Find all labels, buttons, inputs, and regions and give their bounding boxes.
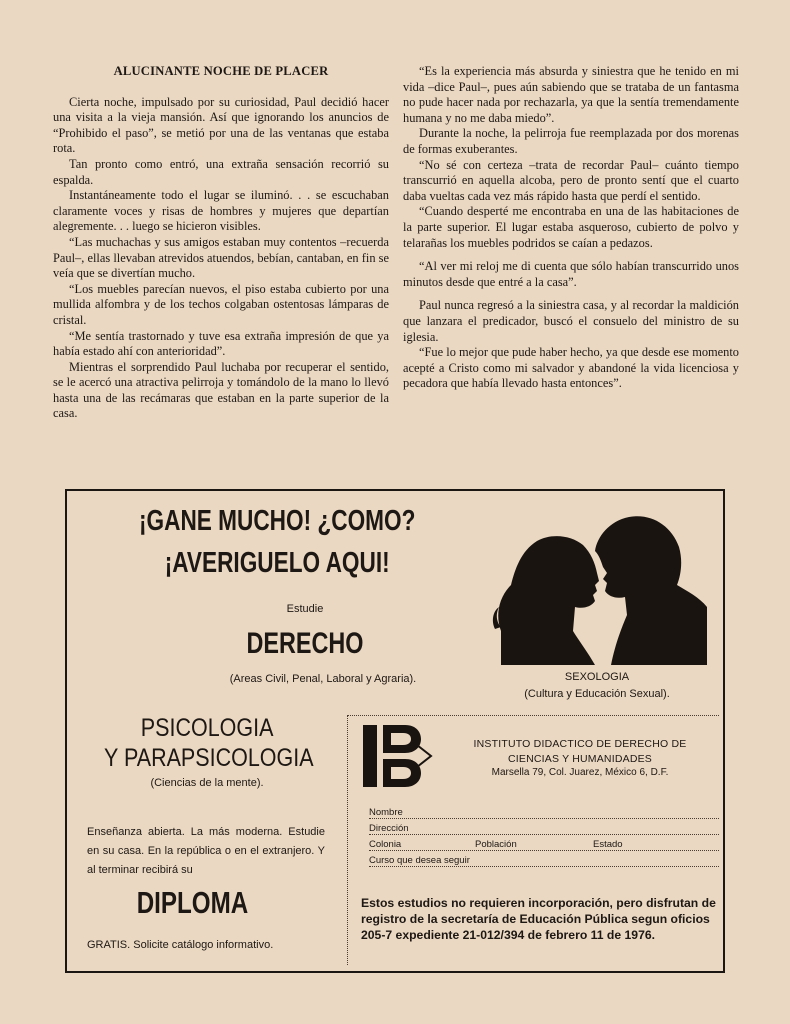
psicologia-sub: (Ciencias de la mente). [150, 777, 264, 789]
psicologia-heading: PSICOLOGIA Y PARAPSICOLOGIA [104, 714, 314, 772]
article-paragraph: “Es la experiencia más absurda y siniestra que he tenido en mi vida –dice Paul–, pues aún sabiendo que se trataba de un fantasma no pude hacer nada por rechazarla, ya que la sentía tremendamente humana y no me daba miedo”. [403, 64, 739, 125]
article-paragraph: “Los muebles parecían nuevos, el piso estaba cubierto por una mullida alfombra y de los techos colgaban ostentosas lámparas de cristal. [53, 281, 389, 327]
article-paragraph: Instantáneamente todo el lugar se iluminó. . . se escuchaban claramente voces y risas de hombres y mujeres que departían alegremente. . . luego se hicieron visibles. [53, 188, 389, 234]
article-title: ALUCINANTE NOCHE DE PLACER [113, 64, 329, 78]
advertisement-box [65, 489, 725, 973]
estudie-label: Estudie [286, 603, 324, 615]
article-right-column [403, 64, 739, 392]
article-paragraph: Mientras el sorprendido Paul luchaba por recuperar el sentido, se le acercó una atractiva pelirroja y tomándolo de la mano lo llevó hasta una de las recámaras que estaban en la parte superior de la casa. [53, 359, 389, 421]
curso-field[interactable]: Curso que desea seguir [369, 855, 719, 871]
sexologia-sub: (Cultura y Educación Sexual). [524, 688, 670, 700]
ad-headline-1: ¡GANE MUCHO! ¿COMO? [138, 505, 416, 537]
estado-label: Estado [593, 839, 623, 850]
article-paragraph: “Cuando desperté me encontraba en una de las habitaciones de la parte superior. El lugar estaba asqueroso, cubierto de polvo y telarañas los muebles podridos se caían a pedazos. [403, 204, 739, 250]
gratis-text: GRATIS. Solicite catálogo informativo. [87, 939, 274, 951]
nombre-field[interactable]: Nombre [369, 807, 719, 823]
article-paragraph: “Al ver mi reloj me di cuenta que sólo habían transcurrido unos minutos desde que entré a la casa”. [403, 259, 739, 289]
article-paragraph: Cierta noche, impulsado por su curiosidad, Paul decidió hacer una visita a la vieja mansión. Así que ignorando los anuncios de “Prohibido el paso”, se metió por una de las ventanas que estaba rota. [53, 94, 389, 156]
ensenanza-text: Enseñanza abierta. La más moderna. Estudie en su casa. En la república o en el extranjero. Y al terminar recibirá su [87, 826, 325, 876]
direccion-field[interactable]: Dirección [369, 823, 719, 839]
disclaimer-text: Estos estudios no requieren incorporación, pero disfrutan de registro de la secretaría de Educación Pública segun oficios 205-7 expediente 21-012/394 de febrero 11 de 1976. [361, 896, 716, 942]
diploma-heading: DIPLOMA [136, 885, 248, 920]
colonia-field[interactable]: Colonia Población Estado [369, 839, 719, 855]
coupon-form [369, 807, 719, 871]
poblacion-label: Población [475, 839, 517, 850]
article-paragraph: “Fue lo mejor que pude haber hecho, ya que desde ese momento acepté a Cristo como mi salvador y abandoné la vida licenciosa y pecadora que había llevado hasta entonces”. [403, 345, 739, 391]
article-paragraph: “Las muchachas y sus amigos estaban muy contentos –recuerda Paul–, ellas llevaban atrevidos atuendos, bebían, cantaban, en fin se veía que se divertían mucho. [53, 234, 389, 281]
derecho-heading: DERECHO [246, 627, 364, 660]
institute-name: INSTITUTO DIDACTICO DE DERECHO DE CIENCIAS Y HUMANIDADES [473, 738, 687, 765]
ad-headline-2: ¡AVERIGUELO AQUI! [164, 547, 390, 579]
sexologia-heading: SEXOLOGIA [564, 671, 630, 683]
coupon-border-top [347, 715, 719, 716]
article-paragraph: “No sé con certeza –trata de recordar Paul– cuánto tiempo transcurrió en aquella alcoba, pero de pronto sentí que el cuarto daba vueltas cada vez más rápido hasta que perdí el sentido. [403, 157, 739, 203]
institute-logo-icon [361, 723, 433, 789]
institute-address: Marsella 79, Col. Juarez, México 6, D.F. [491, 767, 669, 778]
couple-silhouette-image [491, 511, 707, 665]
article-paragraph: Tan pronto como entró, una extraña sensación recorrió su espalda. [53, 156, 389, 187]
article-paragraph: Durante la noche, la pelirroja fue reemplazada por dos morenas de formas exuberantes. [403, 126, 739, 156]
derecho-areas: (Areas Civil, Penal, Laboral y Agraria). [229, 673, 417, 685]
article-paragraph: “Me sentía trastornado y tuve esa extraña impresión de que ya había estado ahí con anterioridad”. [53, 328, 389, 359]
article-paragraph: Paul nunca regresó a la siniestra casa, y al recordar la maldición que lanzara el predicador, buscó el consuelo del ministro de su iglesia. [403, 298, 739, 344]
article-left-column [53, 64, 389, 422]
coupon-border-left [347, 715, 348, 965]
